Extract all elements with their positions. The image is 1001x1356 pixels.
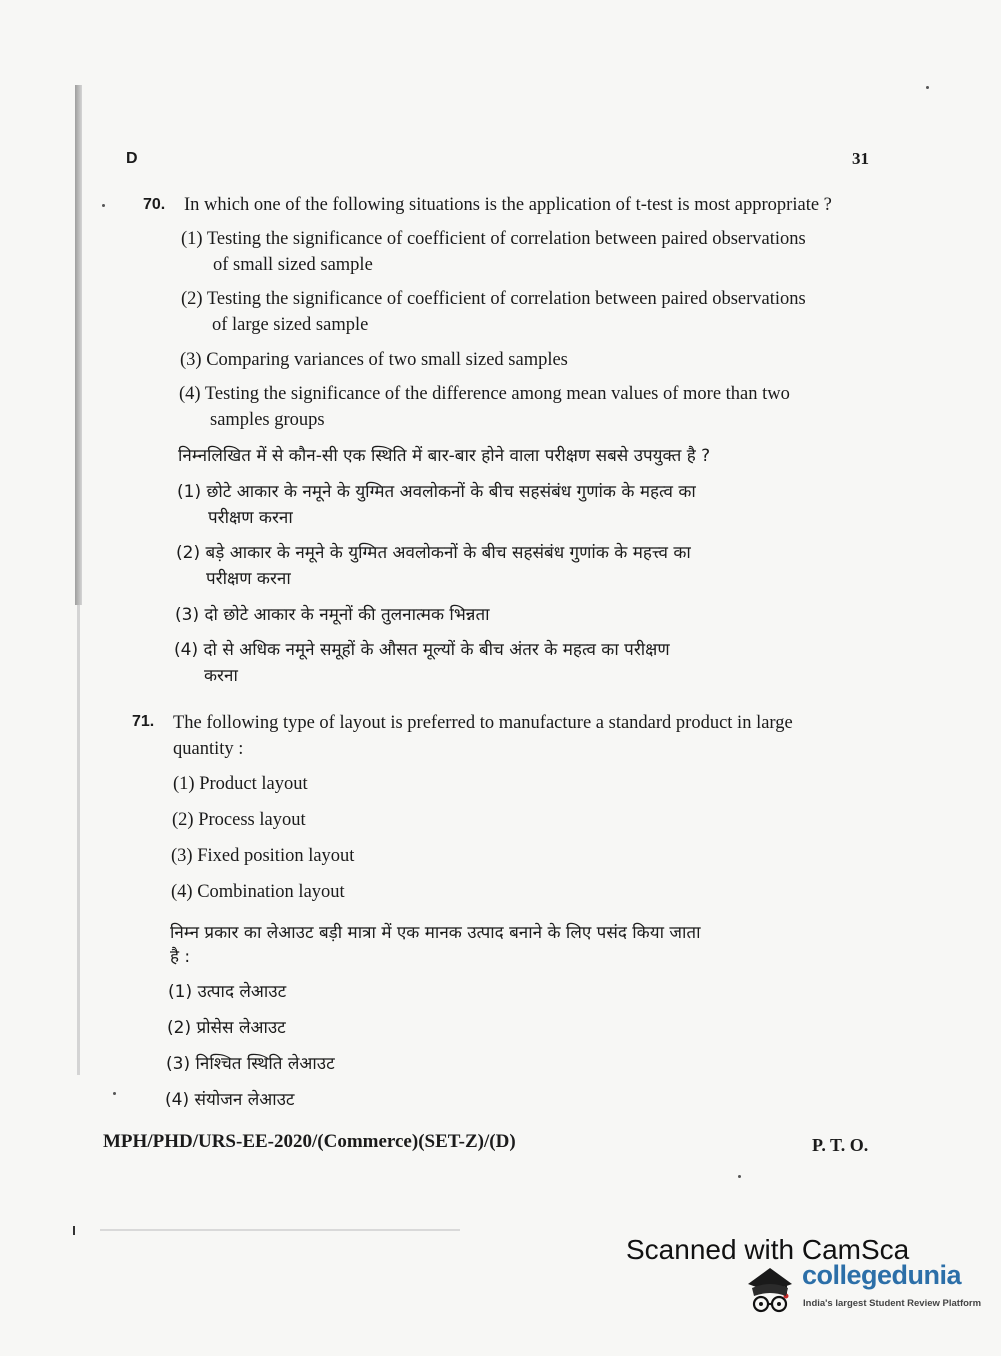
q70-option-4: (4) Testing the significance of the difference among mean values of more than two bbox=[179, 384, 790, 404]
q70-hindi-text: निम्नलिखित में से कौन-सी एक स्थिति में बार-बार होने वाला परीक्षण सबसे उपयुक्त है ? bbox=[178, 446, 711, 466]
q71-hindi-text: निम्न प्रकार का लेआउट बड़ी मात्रा में एक मानक उत्पाद बनाने के लिए पसंद किया जाता bbox=[170, 923, 701, 943]
paper-code: MPH/PHD/URS-EE-2020/(Commerce)(SET-Z)/(D) bbox=[103, 1131, 516, 1152]
q70-hindi-option-1: (1) छोटे आकार के नमूने के युग्मित अवलोकनों के बीच सहसंबंध गुणांक के महत्व का bbox=[177, 482, 696, 502]
q70-option-2-cont: of large sized sample bbox=[212, 315, 369, 335]
scan-mark bbox=[73, 1226, 75, 1235]
page-number: 31 bbox=[852, 149, 869, 168]
q71-hindi-option-4: (4) संयोजन लेआउट bbox=[165, 1090, 295, 1110]
q71-hindi-text-cont: है : bbox=[170, 947, 191, 967]
q70-hindi-option-4: (4) दो से अधिक नमूने समूहों के औसत मूल्यों के बीच अंतर के महत्व का परीक्षण bbox=[174, 640, 670, 660]
q71-hindi-option-1: (1) उत्पाद लेआउट bbox=[168, 982, 287, 1002]
question-70-number: 70. bbox=[143, 196, 166, 213]
question-71-text-cont: quantity : bbox=[173, 739, 244, 759]
q71-hindi-option-3: (3) निश्चित स्थिति लेआउट bbox=[166, 1054, 335, 1074]
series-letter: D bbox=[126, 150, 138, 167]
q70-hindi-option-2-cont: परीक्षण करना bbox=[206, 569, 291, 589]
question-71-number: 71. bbox=[132, 713, 155, 730]
scan-bottom-line bbox=[100, 1229, 460, 1231]
q71-option-3: (3) Fixed position layout bbox=[171, 846, 355, 866]
scan-speck bbox=[113, 1092, 116, 1095]
collegedunia-brand: collegedunia bbox=[802, 1260, 962, 1290]
q70-hindi-option-2: (2) बड़े आकार के नमूने के युग्मित अवलोकनों के बीच सहसंबंध गुणांक के महत्त्व का bbox=[176, 543, 691, 563]
camscanner-watermark: Scanned with CamSca bbox=[626, 1234, 910, 1265]
scan-speck bbox=[926, 86, 929, 89]
scan-edge-shadow-lower bbox=[77, 605, 80, 1075]
q70-option-1-cont: of small sized sample bbox=[213, 255, 373, 275]
q71-option-2: (2) Process layout bbox=[172, 810, 306, 830]
q70-hindi-option-1-cont: परीक्षण करना bbox=[208, 508, 293, 528]
q71-option-1: (1) Product layout bbox=[173, 774, 308, 794]
question-71-text: The following type of layout is preferred to manufacture a standard product in large bbox=[173, 713, 793, 733]
q70-hindi-option-4-cont: करना bbox=[204, 666, 238, 686]
scan-speck bbox=[738, 1175, 741, 1178]
collegedunia-tagline: India's largest Student Review Platform bbox=[803, 1298, 982, 1309]
scan-edge-shadow bbox=[75, 85, 82, 605]
q70-option-4-cont: samples groups bbox=[210, 410, 325, 430]
pto-label: P. T. O. bbox=[812, 1135, 869, 1155]
q70-option-1: (1) Testing the significance of coefficient of correlation between paired observations bbox=[181, 229, 806, 249]
scan-speck bbox=[102, 204, 105, 207]
q71-hindi-option-2: (2) प्रोसेस लेआउट bbox=[167, 1018, 286, 1038]
q70-hindi-option-3: (3) दो छोटे आकार के नमूनों की तुलनात्मक भिन्नता bbox=[175, 605, 490, 625]
q70-option-3: (3) Comparing variances of two small sized samples bbox=[180, 350, 568, 370]
q70-option-2: (2) Testing the significance of coefficient of correlation between paired observations bbox=[181, 289, 806, 309]
collegedunia-mascot-icon bbox=[740, 1262, 800, 1318]
question-70-text: In which one of the following situations is the application of t-test is most appropriate ? bbox=[184, 195, 832, 215]
q71-option-4: (4) Combination layout bbox=[171, 882, 345, 902]
